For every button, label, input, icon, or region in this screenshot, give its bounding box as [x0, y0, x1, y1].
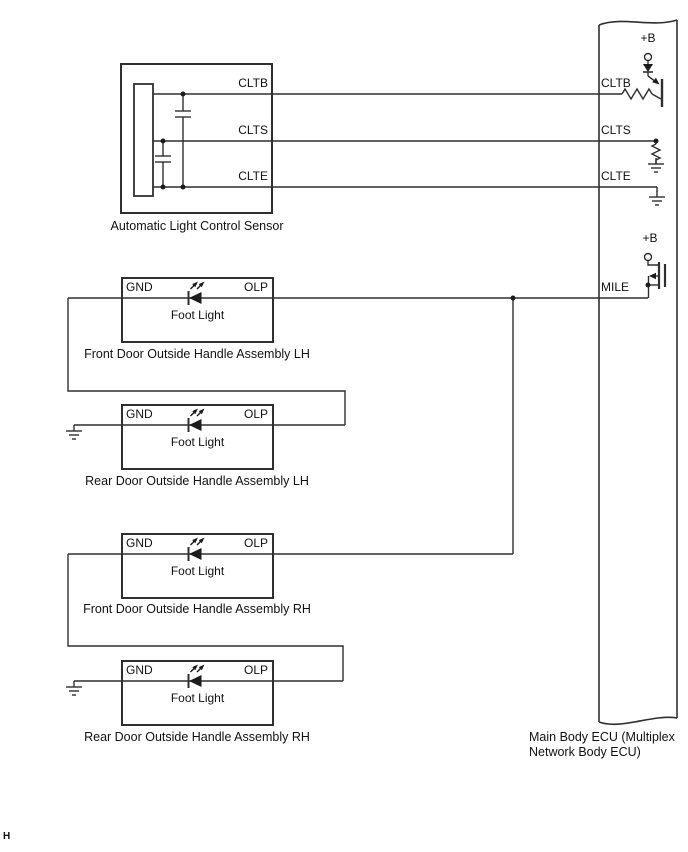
ground-icon — [66, 681, 82, 695]
ecu-pin-cltb: CLTB — [601, 76, 631, 90]
gnd-label: GND — [126, 536, 153, 550]
power-label-b-top: +B — [640, 31, 656, 45]
gnd-label: GND — [126, 663, 153, 677]
foot-light-label: Foot Light — [170, 308, 225, 322]
power-label-b-mile: +B — [642, 231, 658, 245]
olp-label: OLP — [243, 663, 268, 677]
ground-icon — [649, 191, 665, 205]
olp-label: OLP — [243, 280, 268, 294]
sensor-element — [134, 84, 153, 196]
page-marker: H — [3, 831, 11, 842]
resistor-icon — [652, 141, 660, 164]
sensor-pin-clte: CLTE — [238, 169, 268, 183]
mosfet-icon — [648, 261, 665, 298]
ecu-pin-clts: CLTS — [601, 123, 631, 137]
olp-label: OLP — [243, 536, 268, 550]
gnd-label: GND — [126, 280, 153, 294]
led-icon — [189, 282, 205, 306]
olp-label: OLP — [243, 407, 268, 421]
power-terminal-icon — [645, 254, 652, 261]
ecu-caption-line2: Network Body ECU) — [529, 744, 641, 759]
ecu-pin-clte: CLTE — [601, 169, 631, 183]
foot-light-caption-front-lh: Front Door Outside Handle Assembly LH — [84, 347, 310, 361]
diode-icon — [643, 61, 653, 76]
resistor-icon — [622, 89, 652, 99]
foot-light-caption-front-rh: Front Door Outside Handle Assembly RH — [83, 602, 311, 616]
led-icon — [189, 409, 205, 433]
junction-dots — [161, 92, 659, 301]
led-icon — [189, 538, 205, 562]
foot-light-caption-rear-rh: Rear Door Outside Handle Assembly RH — [84, 730, 310, 744]
foot-light-label: Foot Light — [170, 564, 225, 578]
foot-light-caption-rear-lh: Rear Door Outside Handle Assembly LH — [85, 474, 309, 488]
led-icon — [189, 665, 205, 689]
foot-light-label: Foot Light — [170, 691, 225, 705]
capacitor-icon — [155, 141, 171, 187]
ground-icon — [66, 425, 82, 439]
foot-light-label: Foot Light — [170, 435, 225, 449]
ecu-pin-mile: MILE — [601, 280, 630, 294]
ecu-caption-line1: Main Body ECU (Multiplex — [529, 730, 675, 744]
sensor-pin-clts: CLTS — [238, 123, 268, 137]
power-terminal-icon — [645, 54, 652, 61]
gnd-label: GND — [126, 407, 153, 421]
sensor-pin-cltb: CLTB — [238, 76, 268, 90]
sensor-caption: Automatic Light Control Sensor — [110, 219, 284, 233]
